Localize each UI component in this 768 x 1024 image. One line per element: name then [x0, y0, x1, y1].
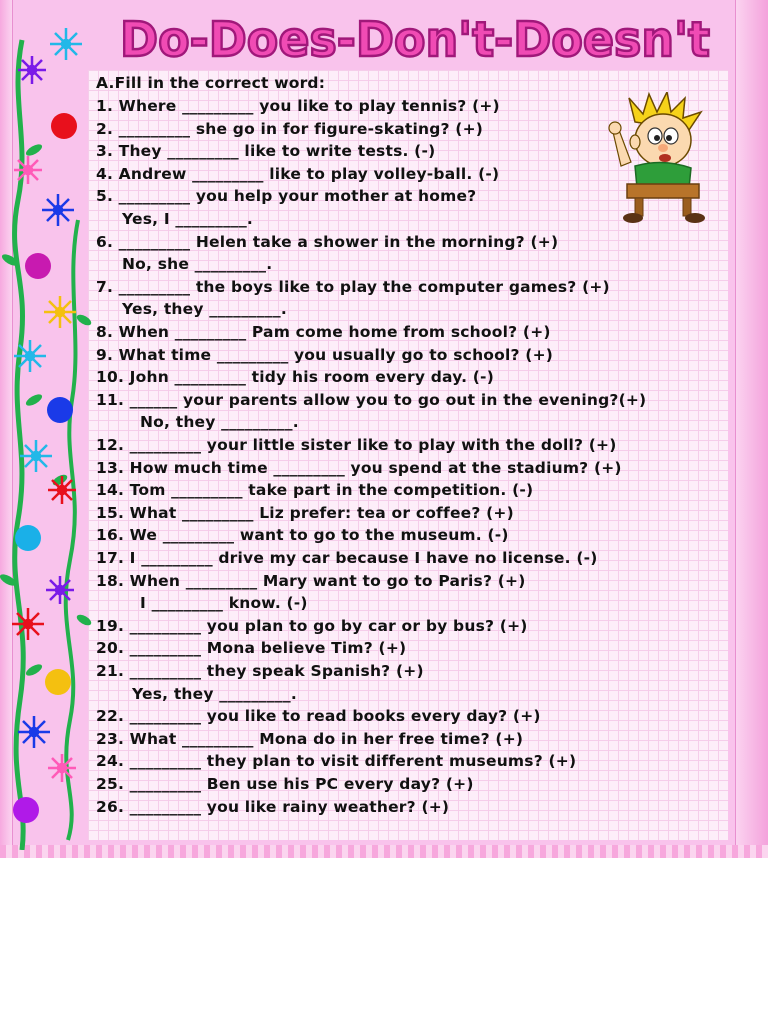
- exercise-item: 20. _________ Mona believe Tim? (+): [96, 639, 407, 658]
- exercise-item: 5. _________ you help your mother at home?: [96, 187, 477, 206]
- exercise-answer-line: I _________ know. (-): [140, 594, 308, 613]
- exercise-item: 19. _________ you plan to go by car or by bus? (+): [96, 616, 528, 635]
- instruction-text: A.Fill in the correct word:: [96, 74, 326, 92]
- flower-vine-border-illustration: [0, 20, 100, 850]
- right-border-strip: [735, 0, 768, 858]
- exercise-item: 15. What _________ Liz prefer: tea or coffee? (+): [96, 503, 514, 522]
- exercise-item: 12. _________ your little sister like to play with the doll? (+): [96, 436, 617, 454]
- exercise-item: 16. We _________ want to go to the museum. (-): [96, 526, 509, 545]
- exercise-item: 3. They _________ like to write tests. (-): [96, 142, 436, 161]
- worksheet-title: [115, 6, 715, 68]
- exercise-item: 26. _________ you like rainy weather? (+): [96, 797, 450, 816]
- exercise-item: 8. When _________ Pam come home from school? (+): [96, 323, 551, 341]
- exercise-item: 25. _________ Ben use his PC every day? (+): [96, 775, 474, 793]
- exercise-item: 13. How much time _________ you spend at the stadium? (+): [96, 458, 622, 477]
- exercise-item: 22. _________ you like to read books every day? (+): [96, 707, 541, 726]
- exercise-item: 2. _________ she go in for figure-skating? (+): [96, 119, 484, 138]
- exercise-item: 6. _________ Helen take a shower in the morning? (+): [96, 232, 559, 251]
- exercise-item: 11. ______ your parents allow you to go out in the evening?(+): [96, 390, 647, 409]
- exercise-item: 23. What _________ Mona do in her free time? (+): [96, 729, 524, 748]
- exercise-item: 4. Andrew _________ like to play volley-ball. (-): [96, 164, 500, 183]
- bottom-border-strip: [0, 845, 768, 858]
- exercise-item: 7. _________ the boys like to play the computer games? (+): [96, 277, 610, 296]
- exercise-answer-line: Yes, I _________.: [122, 210, 254, 228]
- exercise-item: 17. I _________ drive my car because I have no license. (-): [96, 549, 598, 567]
- exercise-answer-line: No, she _________.: [122, 255, 273, 274]
- exercise-item: 14. Tom _________ take part in the competition. (-): [96, 481, 534, 500]
- exercise-answer-line: Yes, they _________.: [122, 300, 287, 319]
- exercise-item: 1. Where _________ you like to play tennis? (+): [96, 97, 500, 115]
- cartoon-boy-at-desk-illustration: [605, 92, 717, 224]
- exercise-answer-line: Yes, they _________.: [132, 684, 297, 703]
- exercise-answer-line: No, they _________.: [140, 413, 299, 432]
- exercise-item: 9. What time _________ you usually go to school? (+): [96, 345, 554, 364]
- exercise-item: 18. When _________ Mary want to go to Paris? (+): [96, 571, 526, 590]
- exercise-item: 21. _________ they speak Spanish? (+): [96, 662, 424, 680]
- exercise-item: 24. _________ they plan to visit different museums? (+): [96, 752, 577, 771]
- title-text: Do-Does-Don't-Doesn't: [120, 12, 710, 68]
- exercise-item: 10. John _________ tidy his room every day. (-): [96, 368, 494, 387]
